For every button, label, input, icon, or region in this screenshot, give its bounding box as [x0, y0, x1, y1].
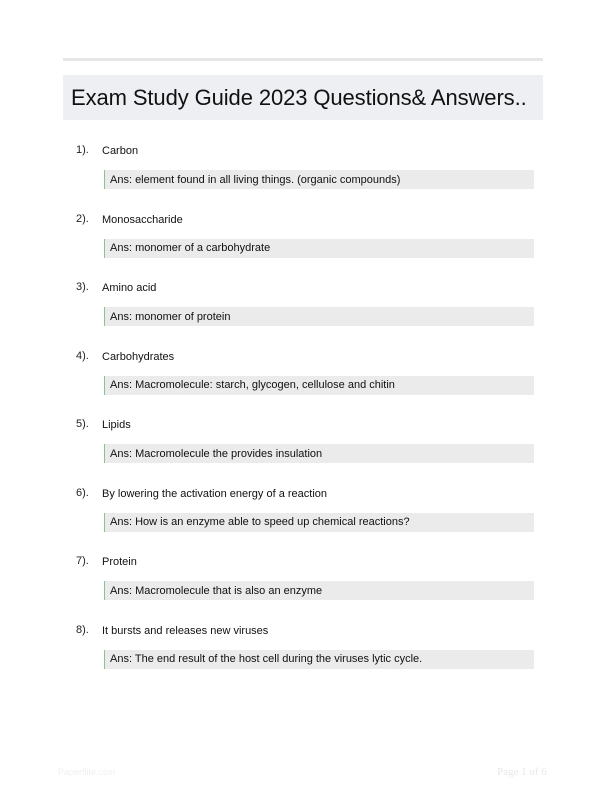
footer-watermark: Paperflite.com	[58, 767, 116, 777]
qa-item	[0, 618, 606, 687]
question-number: 5).	[76, 418, 89, 430]
question-text: Lipids	[102, 419, 131, 431]
question-number: 7).	[76, 555, 89, 567]
question-number: 2).	[76, 212, 89, 225]
question-text: Carbon	[102, 145, 139, 157]
qa-list	[0, 138, 606, 686]
answer-box	[104, 650, 534, 669]
qa-item	[0, 481, 606, 550]
answer-box	[104, 376, 534, 395]
answer-text: Ans: Macromolecule: starch, glycogen, cellulose and chitin	[110, 379, 395, 391]
question-text: Protein	[102, 556, 137, 568]
question-text: Amino acid	[102, 282, 157, 294]
question-text: By lowering the activation energy of a reaction	[102, 487, 328, 500]
answer-box	[104, 513, 534, 532]
question-number: 3).	[76, 281, 89, 293]
page-title: Exam Study Guide 2023 Questions& Answers..	[71, 84, 527, 110]
qa-item	[0, 275, 606, 344]
question-text: It bursts and releases new viruses	[102, 624, 269, 637]
answer-box	[104, 444, 534, 463]
answer-box	[104, 170, 534, 189]
answer-text: Ans: monomer of a carbohydrate	[110, 242, 271, 254]
question-text: Monosaccharide	[102, 213, 183, 226]
qa-item	[0, 138, 606, 207]
answer-box	[104, 239, 534, 258]
answer-box	[104, 307, 534, 326]
qa-item	[0, 412, 606, 481]
answer-box	[104, 581, 534, 600]
page-indicator: Page 1 of 6	[497, 766, 547, 778]
qa-item	[0, 207, 606, 276]
question-number: 8).	[76, 623, 89, 636]
qa-item	[0, 549, 606, 618]
answer-text: Ans: Macromolecule the provides insulation	[110, 447, 323, 460]
answer-text: Ans: The end result of the host cell during the viruses lytic cycle.	[110, 653, 423, 665]
top-divider	[63, 58, 543, 61]
question-number: 6).	[76, 486, 89, 499]
question-text: Carbohydrates	[102, 350, 175, 363]
question-number: 1).	[76, 144, 89, 156]
answer-text: Ans: How is an enzyme able to speed up chemical reactions?	[110, 516, 410, 528]
answer-text: Ans: element found in all living things. (organic compounds)	[110, 173, 401, 186]
answer-text: Ans: monomer of protein	[110, 310, 231, 323]
question-number: 4).	[76, 349, 89, 362]
title-banner	[63, 75, 543, 120]
answer-text: Ans: Macromolecule that is also an enzyme	[110, 584, 323, 597]
qa-item	[0, 344, 606, 413]
